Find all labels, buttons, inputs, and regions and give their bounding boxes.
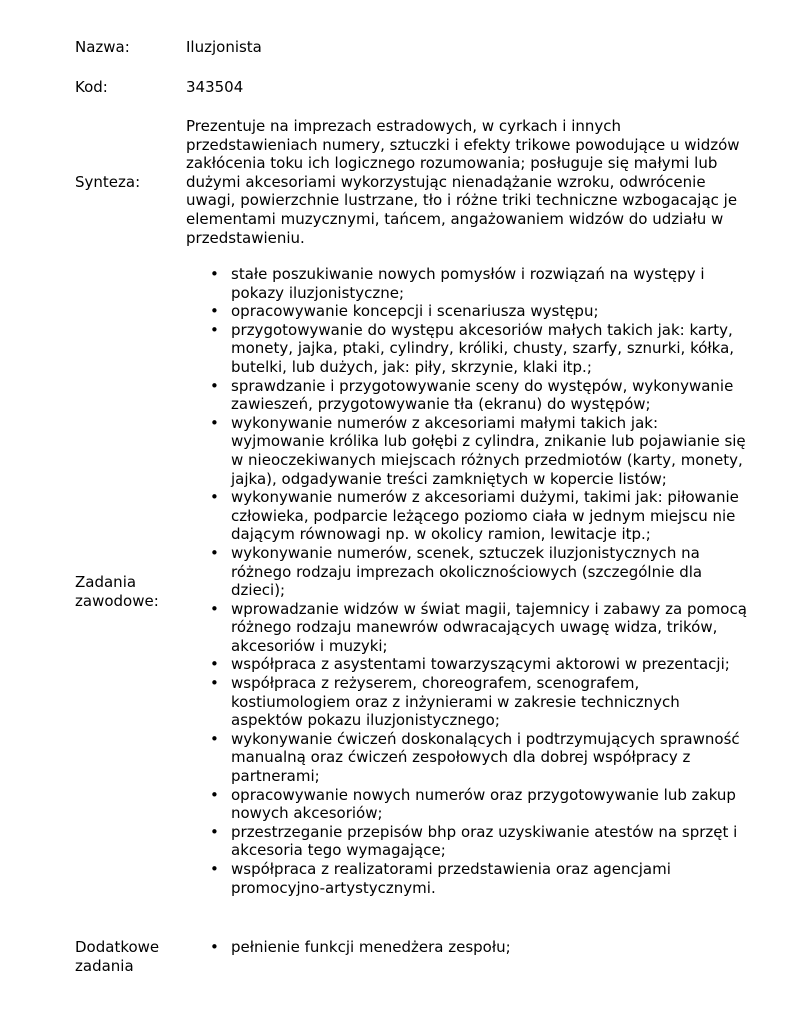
task-item xyxy=(186,938,756,957)
task-item xyxy=(186,860,756,897)
code-value: 343504 xyxy=(186,78,244,96)
task-text: pełnienie funkcji menedżera zespołu; xyxy=(231,938,511,956)
task-item xyxy=(186,488,756,544)
task-text: opracowywanie koncepcji i scenariusza występu; xyxy=(231,302,599,321)
task-text: sprawdzanie i przygotowywanie sceny do występów, wykonywanie zawieszeń, przygotowywanie tła (ekranu) do występów; xyxy=(231,376,734,414)
synthesis-label-cell xyxy=(75,117,180,248)
bullet-icon: • xyxy=(210,599,219,618)
additional-list xyxy=(186,938,756,957)
task-item xyxy=(186,377,756,414)
tasks-list xyxy=(186,265,756,897)
task-text: współpraca z realizatorami przedstawienia oraz agencjami promocyjno-artystycznymi. xyxy=(231,860,671,897)
task-item xyxy=(186,414,756,488)
bullet-icon: • xyxy=(210,543,219,562)
bullet-icon: • xyxy=(210,302,219,321)
task-text: przestrzeganie przepisów bhp oraz uzyskiwanie atestów na sprzęt i akcesoria tego wymagające; xyxy=(231,822,738,860)
task-text: wykonywanie numerów z akcesoriami dużymi, takimi jak: piłowanie człowieka, podparcie leżącego poziomo ciała w jednym miejscu nie dającym równowagi np. w okolicy ramion, lewitacje itp.; xyxy=(231,488,739,544)
task-item xyxy=(186,600,756,656)
code-label: Kod: xyxy=(75,78,108,96)
tasks-label-cell xyxy=(75,265,180,919)
task-item xyxy=(186,302,756,321)
bullet-icon: • xyxy=(210,938,219,956)
task-text: wykonywanie numerów z akcesoriami małymi takich jak: wyjmowanie królika lub gołębi z cylindra, znikanie lub pojawianie się w nieoczekiwanych miejscach różnych przedmiotów (karty, monety, jajka), odgadywanie treści zamkniętych w kopercie listów; xyxy=(231,413,746,488)
task-item xyxy=(186,674,756,730)
task-item xyxy=(186,265,756,302)
task-item xyxy=(186,786,756,823)
bullet-icon: • xyxy=(210,674,219,693)
synthesis-value: Prezentuje na imprezach estradowych, w cyrkach i innych przedstawieniach numery, sztuczki i efekty trikowe powodujące u widzów zakłócenia toku ich logicznego rozumowania; posługuje się małymi lub dużymi akcesoriami wykorzystując nienadążanie wzroku, odwrócenie uwagi, powierzchnie lustrzane, tło i różne triki techniczne wzbogacając je elementami muzycznymi, tańcem, angażowaniem widzów do udziału w przedstawieniu. xyxy=(186,117,740,247)
bullet-icon: • xyxy=(210,413,219,432)
task-text: współpraca z asystentami towarzyszącymi aktorowi w prezentacji; xyxy=(231,655,730,674)
bullet-icon: • xyxy=(210,376,219,395)
bullet-icon: • xyxy=(210,729,219,748)
bullet-icon: • xyxy=(210,822,219,841)
task-text: opracowywanie nowych numerów oraz przygotowywanie lub zakup nowych akcesoriów; xyxy=(231,785,736,823)
tasks-label: Zadania zawodowe: xyxy=(75,573,159,610)
task-item xyxy=(186,655,756,674)
task-text: stałe poszukiwanie nowych pomysłów i rozwiązań na występy i pokazy iluzjonistyczne; xyxy=(231,265,705,302)
task-item xyxy=(186,730,756,786)
synthesis-row xyxy=(0,117,791,248)
tasks-row xyxy=(0,265,791,919)
task-text: wykonywanie numerów, scenek, sztuczek iluzjonistycznych na różnego rodzaju imprezach okolicznościowych (szczególnie dla dzieci); xyxy=(231,543,703,600)
bullet-icon: • xyxy=(210,320,219,339)
additional-label: Dodatkowe zadania xyxy=(75,938,160,975)
task-item xyxy=(186,823,756,860)
bullet-icon: • xyxy=(210,785,219,804)
bullet-icon: • xyxy=(210,655,219,674)
task-item xyxy=(186,321,756,377)
task-text: współpraca z reżyserem, choreografem, scenografem, kostiumologiem oraz z inżynierami w zakresie technicznych aspektów pokazu iluzjonistycznego; xyxy=(231,674,680,730)
task-text: wykonywanie ćwiczeń doskonalących i podtrzymujących sprawność manualną oraz ćwiczeń zespołowych dla dobrej współpracy z partnerami; xyxy=(231,729,740,786)
bullet-icon: • xyxy=(210,488,219,507)
bullet-icon: • xyxy=(210,860,219,878)
task-item xyxy=(186,544,756,600)
bullet-icon: • xyxy=(210,265,219,283)
task-text: przygotowywanie do występu akcesoriów małych takich jak: karty, monety, jajka, ptaki, cylindry, króliki, chusty, szarfy, sznurki, kółka, butelki, lub dużych, jak: piły, skrzynie, klaki itp.; xyxy=(231,320,735,376)
name-value: Iluzjonista xyxy=(186,38,262,56)
task-text: wprowadzanie widzów w świat magii, tajemnicy i zabawy za pomocą różnego rodzaju manewrów odwracających uwagę widza, trików, akcesoriów i muzyki; xyxy=(231,599,747,655)
name-label: Nazwa: xyxy=(75,38,130,56)
synthesis-label: Synteza: xyxy=(75,173,141,192)
